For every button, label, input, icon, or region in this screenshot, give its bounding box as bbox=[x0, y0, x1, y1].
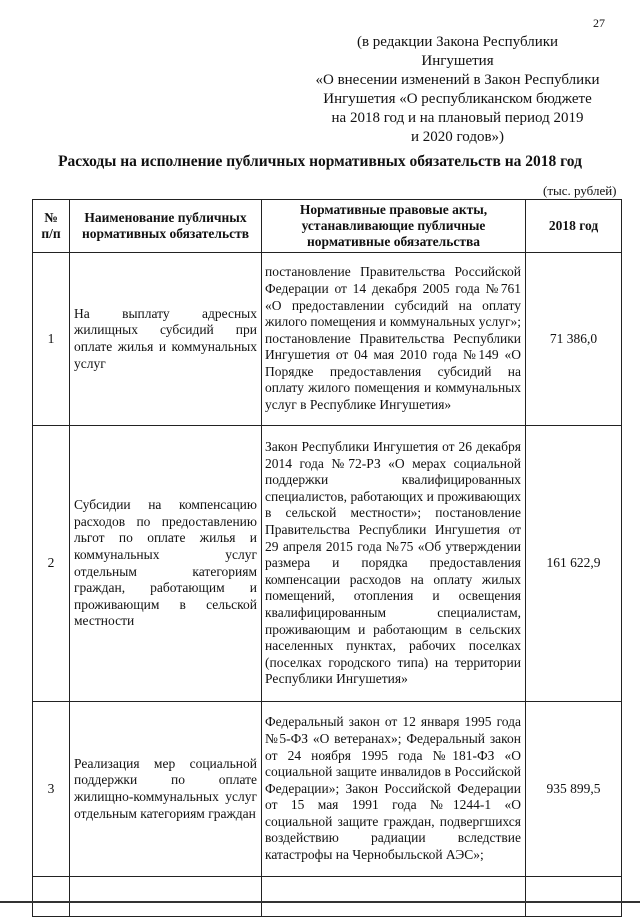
row-amount: 71 386,0 bbox=[526, 253, 622, 426]
table-header-row bbox=[33, 200, 622, 253]
row-name: Реализация мер социальной поддержки по оплате жилищно-коммунальных услуг отдельным категориям граждан bbox=[70, 702, 262, 877]
table-row-continued bbox=[33, 877, 622, 917]
row-acts: Федеральный закон от 12 января 1995 года №5-ФЗ «О ветеранах»; Федеральный закон от 24 ноября 1995 года №181-ФЗ «О социальной защите инвалидов в Российской Федерации»; Закон Российской Федерации от 15 мая 1991 года №1244-1 «О социальной защите граждан, подвергшихся воздействию радиации вследствие катастрофы на Чернобыльской АЭС»; bbox=[262, 702, 526, 877]
units-label: (тыс. рублей) bbox=[543, 183, 617, 198]
header-acts: Нормативные правовые акты, устанавливающие публичные нормативные обязательства bbox=[262, 200, 526, 253]
amendment-note-line: Ингушетия bbox=[421, 53, 494, 69]
document-title: Расходы на исполнение публичных нормативных обязательств на 2018 год bbox=[58, 153, 582, 170]
scan-edge-line bbox=[0, 901, 640, 903]
row-name: Субсидии на компенсацию расходов по предоставлению льгот по оплате жилья и коммунальных услуг отдельным категориям граждан, работающим и проживающим в сельской местности bbox=[70, 426, 262, 702]
row-acts: Закон Республики Ингушетия от 26 декабря 2014 года №72-РЗ «О мерах социальной поддержки квалифицированных специалистов, работающих и проживающих в сельской местности»; постановление Правительства Республики Ингушетия от 29 апреля 2015 года №75 «Об утверждении размера и порядка предоставления компенсации расходов на оплату жилых помещений, отопления и освещения квалифицированным специалистам, проживающим и работающим в сельских населенных пунктах, рабочих поселках (поселках городского типа) на территории Республики Ингушетия» bbox=[262, 426, 526, 702]
obligations-table bbox=[32, 199, 622, 917]
row-name: На выплату адресных жилищных субсидий при оплате жилья и коммунальных услуг bbox=[70, 253, 262, 426]
header-num: № п/п bbox=[33, 200, 70, 253]
table-row bbox=[33, 426, 622, 702]
header-name: Наименование публичных нормативных обязательств bbox=[70, 200, 262, 253]
amendment-note-line: и 2020 годов») bbox=[410, 129, 505, 145]
amendment-note-line: на 2018 год и на плановый период 2019 bbox=[331, 110, 584, 126]
row-num: 2 bbox=[33, 426, 70, 702]
row-amount: 161 622,9 bbox=[526, 426, 622, 702]
row-num: 3 bbox=[33, 702, 70, 877]
row-acts: постановление Правительства Российской Федерации от 14 декабря 2005 года №761 «О предоставлении субсидий на оплату жилого помещения и коммунальных услуг»; постановление Правительства Республики Ингушетия от 04 мая 2010 года №149 «О Порядке предоставления субсидий на оплату жилого помещения и коммунальных услуг в Республике Ингушетия» bbox=[262, 253, 526, 426]
table-row bbox=[33, 702, 622, 877]
amendment-note bbox=[300, 33, 615, 147]
amendment-note-line: «О внесении изменений в Закон Республики bbox=[315, 72, 600, 88]
row-num: 1 bbox=[33, 253, 70, 426]
header-amount: 2018 год bbox=[526, 200, 622, 253]
row-amount: 935 899,5 bbox=[526, 702, 622, 877]
amendment-note-line: Ингушетия «О республиканском бюджете bbox=[323, 91, 592, 107]
amendment-note-line: (в редакции Закона Республики bbox=[356, 34, 559, 50]
page-number: 27 bbox=[593, 16, 605, 30]
table-row bbox=[33, 253, 622, 426]
